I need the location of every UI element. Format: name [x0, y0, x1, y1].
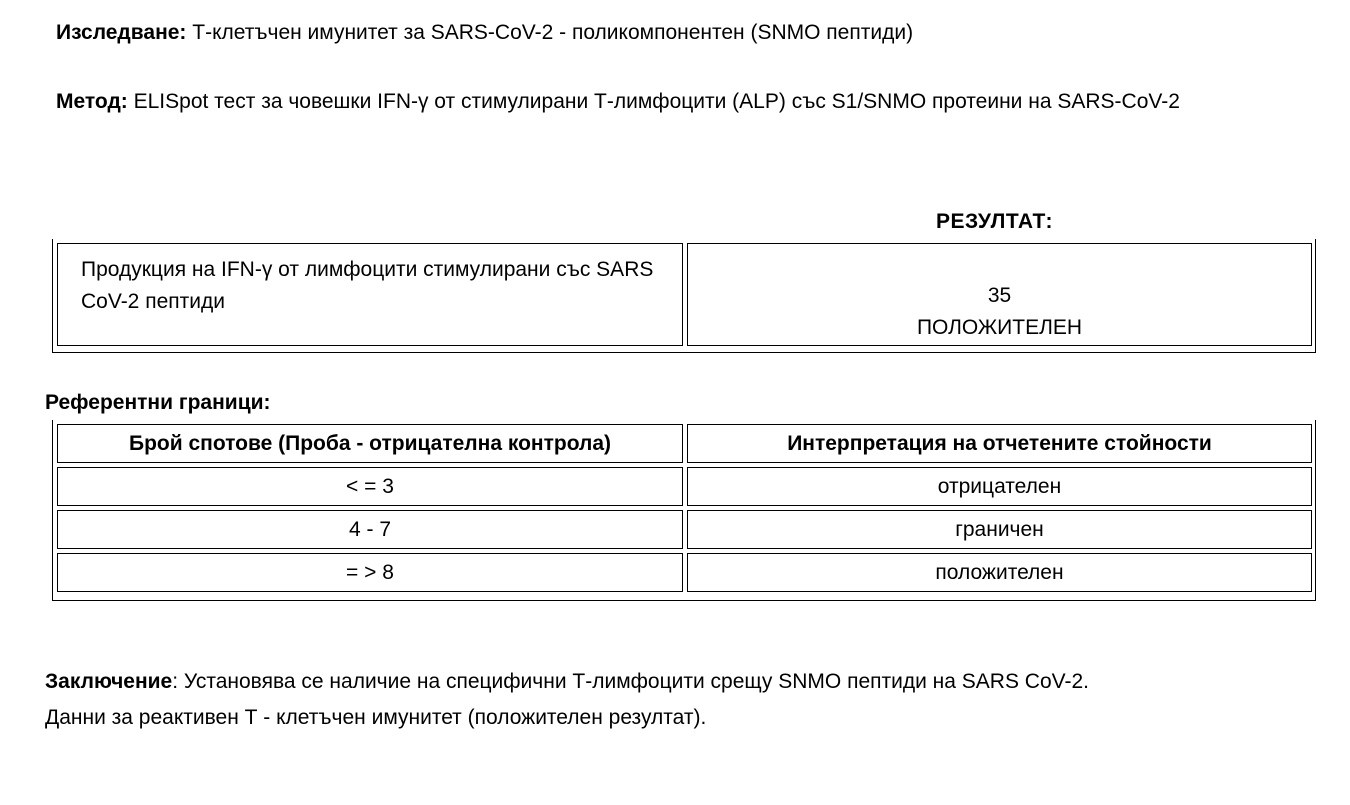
result-table — [52, 239, 1316, 353]
reference-interpretation-cell: граничен — [687, 510, 1312, 549]
method-value: ELISpot тест за човешки IFN-γ от стимулирани Т-лимфоцити (ALP) със S1/SNMO протеини на SARS-CoV-2 — [133, 90, 1180, 113]
conclusion-label: Заключение — [45, 670, 173, 693]
study-label: Изследване: — [56, 21, 187, 44]
reference-table — [52, 420, 1316, 601]
result-status: ПОЛОЖИТЕЛЕН — [916, 316, 1083, 339]
table-row — [53, 510, 1315, 549]
reference-range-cell: < = 3 — [57, 467, 683, 506]
result-row-label: Продукция на IFN-γ от лимфоцити стимулирани със SARS CoV-2 пептиди — [81, 258, 654, 313]
reference-interpretation-cell: положителен — [687, 553, 1312, 592]
reference-column-header: Интерпретация на отчетените стойности — [687, 424, 1312, 463]
result-value-cell — [687, 243, 1312, 346]
conclusion-text: : Установява се наличие на специфични Т-лимфоцити срещу SNMO пептиди на SARS CoV-2. — [172, 670, 1089, 693]
reference-header-row — [53, 424, 1315, 463]
conclusion-line — [45, 669, 1089, 695]
method-line — [56, 89, 1180, 115]
result-label-cell — [57, 243, 683, 346]
table-row — [53, 467, 1315, 506]
method-label: Метод: — [56, 90, 128, 113]
study-value: Т-клетъчен имунитет за SARS-CoV-2 - поликомпонентен (SNMO пептиди) — [192, 21, 914, 44]
result-value: 35 — [987, 284, 1012, 307]
table-row — [53, 553, 1315, 592]
reference-range-cell: 4 - 7 — [57, 510, 683, 549]
reference-heading: Референтни граници: — [45, 391, 271, 414]
reference-range-cell: = > 8 — [57, 553, 683, 592]
reference-column-header: Брой спотове (Проба - отрицателна контрола) — [57, 424, 683, 463]
reference-interpretation-cell: отрицателен — [687, 467, 1312, 506]
study-line — [56, 20, 913, 46]
conclusion-line-2: Данни за реактивен Т - клетъчен имунитет (положителен резултат). — [45, 706, 707, 729]
result-heading: РЕЗУЛТАТ: — [936, 210, 1054, 233]
